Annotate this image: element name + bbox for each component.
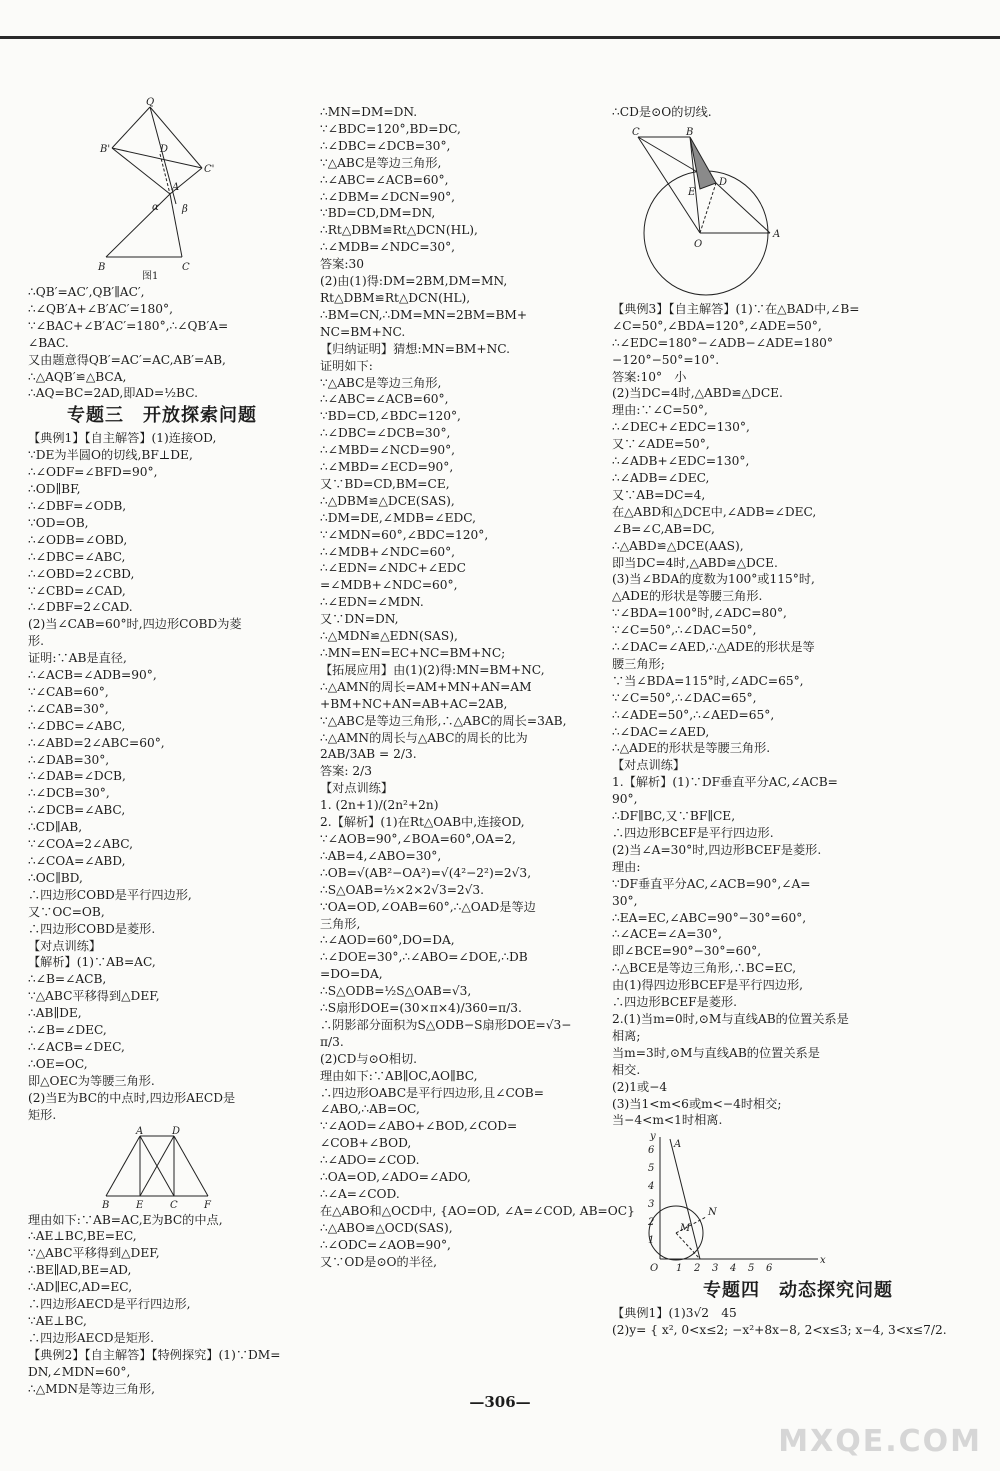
fig1-label: D bbox=[160, 144, 169, 155]
text-line: ∴∠ODC=∠AOB=90°, bbox=[320, 1237, 451, 1252]
text-line: ∴∠DAC=∠AED, bbox=[612, 724, 710, 739]
text-line: ∴DF∥BC,又∵BF∥CE, bbox=[612, 809, 736, 824]
section-4-title: 专题四 动态探究问题 bbox=[703, 1280, 893, 1302]
text-line: 2.【解析】(1)在Rt△OAB中,连接OD, bbox=[320, 815, 525, 830]
text-line: ∴S扇形DOE=(30×π×4)/360=π/3. bbox=[320, 1001, 522, 1016]
text-line: (2)当∠CAB=60°时,四边形COBD为菱 bbox=[28, 617, 242, 632]
text-line: ∴∠DBC=∠DCB=30°, bbox=[320, 138, 451, 153]
text-line: 证明如下: bbox=[320, 358, 373, 373]
text-line: ∴Rt△DBM≌Rt△DCN(HL), bbox=[320, 223, 478, 238]
text-line: 又∵OC=OB, bbox=[28, 904, 105, 919]
x-tick-label: 1 bbox=[676, 1263, 683, 1275]
text-line: ∴四边形AECD是矩形. bbox=[28, 1330, 154, 1345]
fig2-label: F bbox=[204, 1199, 211, 1211]
text-line: 答案: 2/3 bbox=[320, 764, 372, 779]
text-line: ∠BAC. bbox=[28, 335, 69, 350]
text-line: 又由题意得QB′=AC′=AC,AB′=AB, bbox=[28, 352, 226, 367]
text-line: ∴△ADE的形状是等腰三角形. bbox=[612, 741, 771, 756]
col3-text-b bbox=[612, 301, 984, 1129]
text-line: ∴S△OAB=½×2×2√3=2√3. bbox=[320, 882, 485, 897]
text-line: 证明:∵AB是直径, bbox=[28, 651, 127, 666]
text-line: 【典例2】【自主解答】【特例探究】(1)∵DM= bbox=[28, 1347, 281, 1362]
text-line: ∴∠MBD=∠ECD=90°, bbox=[320, 460, 454, 475]
text-line: ∴AD∥EC,AD=EC, bbox=[28, 1280, 133, 1295]
text-line: ∴MN=EN=EC+NC=BM+NC; bbox=[320, 646, 506, 660]
fig4-label: O bbox=[650, 1263, 659, 1275]
text-line: ∴∠DAC=∠AED,∴△ADE的形状是等 bbox=[612, 640, 815, 655]
text-line: ∴AB=4,∠ABO=30°, bbox=[320, 848, 442, 863]
text-line: ∴MN=DM=DN. bbox=[320, 105, 418, 119]
fig4-label: x bbox=[820, 1255, 826, 1267]
text-line: 【解析】(1)∵AB=AC, bbox=[28, 955, 156, 970]
text-line: ∴∠MDB+∠NDC=60°, bbox=[320, 544, 456, 559]
text-line: ∴∠OBD=2∠CBD, bbox=[28, 566, 135, 581]
text-line: ∴∠ODB=∠OBD, bbox=[28, 532, 128, 547]
col1-text-c bbox=[28, 1212, 296, 1398]
text-line: ∵∠C=50°,∴∠DAC=50°, bbox=[612, 623, 757, 638]
text-line: ∴BM=CN,∴DM=MN=2BM=BM+ bbox=[320, 307, 528, 322]
text-line: 【典例1】【自主解答】(1)连接OD, bbox=[28, 431, 217, 446]
text-line: ∴∠ACE=∠A=30°, bbox=[612, 927, 722, 942]
text-line: ∵∠C=50°,∴∠DAC=65°, bbox=[612, 690, 757, 705]
text-line: 90°, bbox=[612, 792, 638, 807]
text-line: ∴∠DBC=∠DCB=30°, bbox=[320, 426, 451, 441]
text-line: 即∠BCE=90°−30°=60°, bbox=[612, 944, 762, 959]
fig1-label: β bbox=[182, 204, 188, 215]
fig1-label: B bbox=[98, 262, 106, 273]
page-number: —306— bbox=[469, 1393, 531, 1411]
text-line: 腰三角形; bbox=[612, 656, 665, 671]
text-line: ∴∠ADE=50°,∴∠AED=65°, bbox=[612, 707, 775, 722]
text-line: ∵OD=OB, bbox=[28, 515, 89, 530]
figure-2 bbox=[100, 1126, 240, 1210]
text-line: π/3. bbox=[320, 1034, 344, 1049]
text-line: 又∵DN=DN, bbox=[320, 612, 399, 627]
text-line: ∠COB+∠BOD, bbox=[320, 1136, 412, 1151]
fig3-label: B bbox=[686, 126, 694, 138]
figure-4-coordinate-plot bbox=[636, 1131, 836, 1275]
text-line: ∴△AMN的周长与△ABC的周长的比为 bbox=[320, 730, 528, 745]
text-line: ∵△ABC是等边三角形,∴△ABC的周长=3AB, bbox=[320, 713, 567, 728]
x-tick-label: 3 bbox=[712, 1263, 719, 1275]
y-tick-label: 2 bbox=[648, 1217, 655, 1229]
text-line: ∴∠DBC=∠ABC, bbox=[28, 549, 126, 564]
text-line: ∴AQ=BC=2AD,即AD=½BC. bbox=[28, 386, 198, 401]
text-line: (3)当1<m<6或m<−4时相交; bbox=[612, 1096, 782, 1111]
text-line: 即△OEC为等腰三角形. bbox=[28, 1073, 155, 1088]
text-line: ∵AE⊥BC, bbox=[28, 1313, 87, 1328]
text-line: ∴△MDN≌△EDN(SAS), bbox=[320, 629, 458, 644]
text-line: ∴OE=OC, bbox=[28, 1056, 88, 1071]
text-line: 形. bbox=[28, 634, 45, 649]
col3-text-c bbox=[612, 1305, 984, 1339]
fig4-label: y bbox=[650, 1131, 656, 1143]
text-line: ∴四边形COBD是平行四边形, bbox=[28, 887, 192, 902]
col1-text-b bbox=[28, 430, 296, 1123]
text-line: 【拓展应用】由(1)(2)得:MN=BM+NC, bbox=[320, 662, 545, 677]
text-line: ∴∠ABD=2∠ABC=60°, bbox=[28, 735, 165, 750]
text-line: ∴四边形AECD是平行四边形, bbox=[28, 1297, 191, 1312]
text-line: ∵△ABC是等边三角形, bbox=[320, 155, 442, 170]
figure-1-caption: 图1 bbox=[142, 271, 159, 282]
text-line: 【典例1】(1)3√2 45 bbox=[612, 1306, 737, 1321]
fig3-label: O bbox=[694, 238, 703, 250]
text-line: ∵BD=CD,∠BDC=120°, bbox=[320, 409, 461, 424]
section-3-title: 专题三 开放探索问题 bbox=[67, 405, 257, 427]
text-line: ∵∠CBD=∠CAD, bbox=[28, 583, 126, 598]
text-line: ∴OD∥BF, bbox=[28, 482, 81, 497]
text-line: ∵BD=CD,DM=DN, bbox=[320, 206, 436, 221]
text-line: 30°, bbox=[612, 893, 638, 908]
text-line: ∴S△ODB=½S△OAB=√3, bbox=[320, 984, 472, 999]
text-line: ∵∠COA=2∠ABC, bbox=[28, 837, 134, 852]
text-line: ∠C=50°,∠BDA=120°,∠ADE=50°, bbox=[612, 318, 822, 333]
text-line: NC=BM+NC. bbox=[320, 324, 406, 339]
text-line: =DO=DA, bbox=[320, 967, 383, 982]
text-line: −120°−50°=10°. bbox=[612, 352, 720, 367]
column-3 bbox=[612, 104, 984, 1339]
x-tick-label: 5 bbox=[748, 1263, 755, 1275]
text-line: (2)当∠A=30°时,四边形BCEF是菱形. bbox=[612, 842, 822, 857]
text-line: ∴△AMN的周长=AM+MN+AN=AM bbox=[320, 679, 532, 694]
text-line: (2)由(1)得:DM=2BM,DM=MN, bbox=[320, 274, 508, 289]
fig2-label: A bbox=[136, 1125, 144, 1137]
text-line: +BM+NC+AN=AB+AC=2AB, bbox=[320, 696, 508, 711]
y-tick-label: 5 bbox=[648, 1163, 655, 1175]
text-line: 2AB/3AB = 2/3. bbox=[320, 747, 417, 762]
text-line: ∴∠DAB=∠DCB, bbox=[28, 769, 126, 784]
text-line: 在△ABO和△OCD中, {AO=OD, ∠A=∠COD, AB=OC} bbox=[320, 1203, 635, 1218]
text-line: ∴∠MBD=∠NCD=90°, bbox=[320, 443, 456, 458]
text-line: ∴∠A=∠COD. bbox=[320, 1187, 400, 1201]
text-line: ∴∠DBF=2∠CAD. bbox=[28, 600, 133, 615]
text-line: 答案:10° 小 bbox=[612, 369, 687, 384]
text-line: (2)当E为BC的中点时,四边形AECD是 bbox=[28, 1090, 236, 1105]
text-line: 理由: bbox=[612, 859, 641, 874]
text-line: ∵DE为半圆O的切线,BF⊥DE, bbox=[28, 448, 193, 463]
text-line: ∴∠DEC+∠EDC=130°, bbox=[612, 420, 750, 435]
text-line: ∴△DBM≌△DCE(SAS), bbox=[320, 493, 455, 508]
text-line: 当m=3时,⊙M与直线AB的位置关系是 bbox=[612, 1045, 820, 1060]
text-line: ∴∠ABC=∠ACB=60°, bbox=[320, 172, 449, 187]
text-line: ∴∠ODF=∠BFD=90°, bbox=[28, 465, 158, 480]
fig3-label: C bbox=[632, 126, 640, 138]
text-line: ∴OB=√(AB²−OA²)=√(4²−2²)=2√3, bbox=[320, 865, 532, 880]
text-line: 答案:30 bbox=[320, 257, 364, 272]
text-line: Rt△DBM≌Rt△DCN(HL), bbox=[320, 290, 471, 305]
text-line: ∵△ABC平移得到△DEF, bbox=[28, 1246, 160, 1261]
text-line: 在△ABD和△DCE中,∠ADB=∠DEC, bbox=[612, 504, 817, 519]
text-line: ∵△ABC是等边三角形, bbox=[320, 375, 442, 390]
text-line: ∴BE∥AD,BE=AD, bbox=[28, 1263, 132, 1278]
text-line: ∵∠CAB=60°, bbox=[28, 684, 109, 699]
text-line: 矩形. bbox=[28, 1107, 57, 1122]
text-line: ∴∠DOE=30°,∴∠ABO=∠DOE,∴DB bbox=[320, 950, 528, 965]
figure-3 bbox=[620, 123, 820, 299]
text-line: 【对点训练】 bbox=[28, 938, 102, 953]
text-line: 理由如下:∵AB=AC,E为BC的中点, bbox=[28, 1212, 223, 1227]
text-line: 又∵BD=CD,BM=CE, bbox=[320, 476, 450, 491]
fig2-label: D bbox=[172, 1125, 181, 1137]
fig1-label: C bbox=[182, 262, 190, 273]
text-line: ∴∠QB′A+∠B′AC′=180°, bbox=[28, 301, 173, 316]
text-line: 又∵OD是⊙O的半径, bbox=[320, 1254, 437, 1269]
top-rule bbox=[0, 36, 1000, 39]
x-tick-label: 6 bbox=[766, 1263, 773, 1275]
watermark-logo: MXQE.COM bbox=[778, 1424, 982, 1459]
text-line: ∴∠ADO=∠COD. bbox=[320, 1153, 420, 1168]
text-line: (2)1或−4 bbox=[612, 1079, 668, 1094]
figure-1 bbox=[98, 97, 298, 282]
text-line: ∵∠BDC=120°,BD=DC, bbox=[320, 121, 461, 136]
y-tick-label: 3 bbox=[648, 1199, 655, 1211]
column-1 bbox=[28, 97, 296, 1397]
text-line: ∴CD∥AB, bbox=[28, 820, 83, 835]
text-line: ∴△BCE是等边三角形,∴BC=EC, bbox=[612, 961, 797, 976]
text-line: 理由:∵∠C=50°, bbox=[612, 403, 708, 418]
text-line: 相交. bbox=[612, 1062, 641, 1077]
fig2-label: C bbox=[170, 1199, 178, 1211]
text-line: ∴四边形BCEF是平行四边形. bbox=[612, 826, 774, 840]
text-line: 又∵AB=DC=4, bbox=[612, 487, 706, 502]
text-line: ∴∠COA=∠ABD, bbox=[28, 854, 126, 868]
text-line: ∴∠DBF=∠ODB, bbox=[28, 498, 127, 513]
text-line: ∴AB∥DE, bbox=[28, 1006, 82, 1021]
text-line: ∴∠AOD=60°,DO=DA, bbox=[320, 933, 455, 948]
text-line: ∴∠EDC=180°−∠ADB−∠ADE=180° bbox=[612, 335, 833, 350]
text-line: 【对点训练】 bbox=[612, 758, 686, 773]
text-line: ∴∠EDN=∠MDN. bbox=[320, 595, 424, 610]
text-line: 理由如下:∵AB∥OC,AO∥BC, bbox=[320, 1068, 478, 1083]
fig2-label: B bbox=[102, 1199, 110, 1211]
text-line: ∴∠ADB=∠DEC, bbox=[612, 470, 710, 485]
text-line: ∴DM=DE,∠MDB=∠EDC, bbox=[320, 510, 477, 525]
text-line: ∴四边形COBD是菱形. bbox=[28, 921, 156, 936]
text-line: ∵∠BDA=100°时,∠ADC=80°, bbox=[612, 606, 787, 621]
text-line: ∴四边形OABC是平行四边形,且∠COB= bbox=[320, 1085, 544, 1100]
y-tick-label: 1 bbox=[648, 1235, 655, 1247]
fig3-label: D bbox=[719, 176, 728, 188]
fig4-label: M bbox=[680, 1223, 691, 1235]
text-line: △ADE的形状是等腰三角形. bbox=[612, 589, 763, 604]
text-line: 由(1)得四边形BCEF是平行四边形, bbox=[612, 978, 804, 993]
text-line: ∵∠MDN=60°,∠BDC=120°, bbox=[320, 527, 489, 542]
fig1-label: B' bbox=[100, 144, 111, 155]
text-line: ∵△ABC平移得到△DEF, bbox=[28, 989, 160, 1004]
fig4-label: N bbox=[708, 1207, 717, 1219]
text-line: ∵DF垂直平分AC,∠ACB=90°,∠A= bbox=[612, 876, 811, 891]
text-line: ∴∠B=∠ACB, bbox=[28, 972, 107, 987]
text-line: ∴∠B=∠DEC, bbox=[28, 1023, 107, 1038]
text-line: 1. (2n+1)/(2n²+2n) bbox=[320, 798, 439, 813]
text-line: ∠B=∠C,AB=DC, bbox=[612, 521, 715, 536]
text-line: ∴∠DBC=∠ABC, bbox=[28, 718, 126, 733]
y-tick-label: 4 bbox=[648, 1181, 655, 1193]
x-tick-label: 2 bbox=[694, 1263, 701, 1275]
text-line: 即当DC=4时,△ABD≌△DCE. bbox=[612, 555, 778, 570]
text-line: ∴∠DCB=30°, bbox=[28, 786, 110, 801]
text-line: ∴∠MDB=∠NDC=30°, bbox=[320, 240, 456, 255]
text-line: (3)当∠BDA的度数为100°或115°时, bbox=[612, 572, 815, 587]
text-line: ∵当∠BDA=115°时,∠ADC=65°, bbox=[612, 673, 804, 688]
fig3-label: E bbox=[688, 186, 696, 198]
fig3-label: A bbox=[773, 228, 781, 240]
text-line: ∴∠ABC=∠ACB=60°, bbox=[320, 392, 449, 407]
text-line: ∵∠BAC+∠B′AC′=180°,∴∠QB′A= bbox=[28, 318, 229, 333]
text-line: 2.(1)当m=0时,⊙M与直线AB的位置关系是 bbox=[612, 1011, 849, 1026]
text-line: ∴∠ACB=∠DEC, bbox=[28, 1039, 125, 1054]
text-line: ∴四边形BCEF是菱形. bbox=[612, 995, 738, 1010]
fig2-label: E bbox=[136, 1199, 144, 1211]
text-line: 【对点训练】 bbox=[320, 781, 394, 796]
text-line: ∴∠DCB=∠ABC, bbox=[28, 803, 126, 818]
text-line: ∴OA=OD,∠ADO=∠ADO, bbox=[320, 1170, 471, 1185]
text-line: ∵OA=OD,∠OAB=60°,∴△OAD是等边 bbox=[320, 899, 536, 914]
text-line: =∠MDB+∠NDC=60°, bbox=[320, 578, 458, 593]
text-line: ∴AE⊥BC,BE=EC, bbox=[28, 1229, 137, 1244]
text-line: (2)当DC=4时,△ABD≌△DCE. bbox=[612, 386, 783, 401]
fig1-label: A bbox=[172, 182, 180, 193]
text-line: ∴OC∥BD, bbox=[28, 870, 83, 885]
text-line: ∴△MDN是等边三角形, bbox=[28, 1381, 156, 1396]
text-line: 【归纳证明】猜想:MN=BM+NC. bbox=[320, 341, 511, 356]
text-line: ∠ABO,∴AB=OC, bbox=[320, 1102, 420, 1117]
text-line: ∴阴影部分面积为S△ODB−S扇形DOE=√3− bbox=[320, 1017, 572, 1032]
text-line: 又∵∠ADE=50°, bbox=[612, 437, 710, 452]
text-line: 当−4<m<1时相离. bbox=[612, 1113, 723, 1128]
text-line: 1.【解析】(1)∵DF垂直平分AC,∠ACB= bbox=[612, 775, 838, 790]
text-line: ∵∠AOB=90°,∠BOA=60°,OA=2, bbox=[320, 831, 516, 846]
fig4-label: A bbox=[674, 1139, 682, 1151]
text-line: ∴∠ACB=∠ADB=90°, bbox=[28, 668, 157, 683]
y-tick-label: 6 bbox=[648, 1145, 655, 1157]
text-line: ∴∠CAB=30°, bbox=[28, 701, 109, 716]
col1-text-a bbox=[28, 284, 296, 402]
text-line: ∴△ABD≌△DCE(AAS), bbox=[612, 538, 744, 553]
text-line: ∴EA=EC,∠ABC=90°−30°=60°, bbox=[612, 910, 807, 925]
text-line: DN,∠MDN=60°, bbox=[28, 1364, 131, 1379]
fig1-label: C' bbox=[204, 164, 215, 175]
x-tick-label: 4 bbox=[730, 1263, 737, 1275]
fig1-label: α bbox=[152, 202, 159, 213]
text-line: ∴QB′=AC′,QB′∥AC′, bbox=[28, 285, 145, 299]
text-line: 相离; bbox=[612, 1028, 641, 1043]
text-line: ∴∠DAB=30°, bbox=[28, 752, 110, 767]
text-line: (2)y= { x², 0<x≤2; −x²+8x−8, 2<x≤3; x−4, 3<x≤7/2. bbox=[612, 1323, 947, 1338]
text-line: ∴∠EDN=∠NDC+∠EDC bbox=[320, 561, 466, 576]
col3-text-a bbox=[612, 104, 984, 121]
text-line: ∴△AQB′≌△BCA, bbox=[28, 369, 127, 384]
text-line: 三角形, bbox=[320, 916, 361, 931]
text-line: 【典例3】【自主解答】(1)∵在△BAD中,∠B= bbox=[612, 301, 860, 316]
text-line: ∴∠ADB+∠EDC=130°, bbox=[612, 454, 750, 469]
fig1-label: Q bbox=[146, 97, 155, 108]
text-line: ∴∠DBM=∠DCN=90°, bbox=[320, 189, 456, 204]
text-line: (2)CD与⊙O相切. bbox=[320, 1051, 418, 1066]
text-line: ∵∠AOD=∠ABO+∠BOD,∠COD= bbox=[320, 1119, 518, 1134]
text-line: ∴CD是⊙O的切线. bbox=[612, 105, 712, 119]
text-line: ∴△ABO≌△OCD(SAS), bbox=[320, 1220, 453, 1235]
